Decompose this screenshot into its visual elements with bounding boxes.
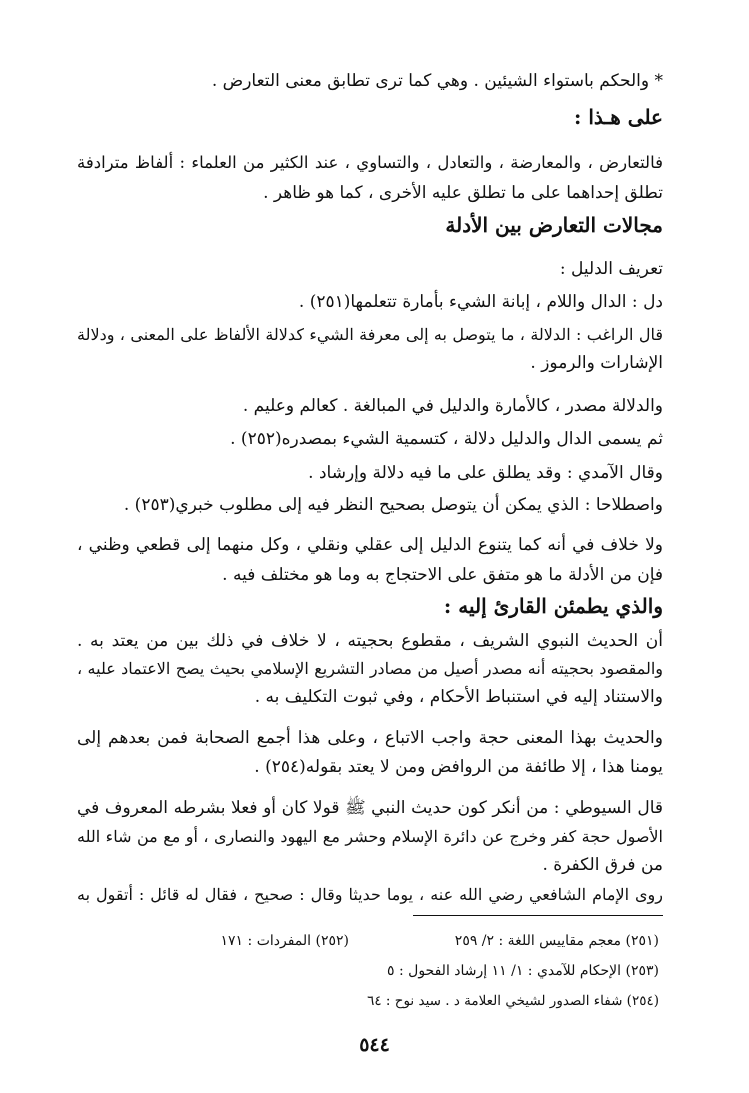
text-line: واصطلاحا : الذي يمكن أن يتوصل بصحيح النظر فيه إلى مطلوب خبري(٢٥٣) . bbox=[123, 495, 663, 515]
page-number: ٥٤٤ bbox=[359, 1034, 390, 1056]
text-line: من فرق الكفرة . bbox=[542, 855, 663, 875]
text-line: تطلق إحداهما على ما تطلق عليه الأخرى ، كما هو ظاهر . bbox=[263, 183, 663, 203]
text-line: روى الإمام الشافعي رضي الله عنه ، يوما حديثا وقال : صحيح ، فقال له قائل : أتقول به bbox=[77, 885, 663, 904]
section-heading: مجالات التعارض بين الأدلة bbox=[445, 213, 663, 237]
text-line: الإشارات والرموز . bbox=[530, 353, 663, 373]
text-line: الأصول حجة كفر وخرج عن دائرة الإسلام وحشر مع اليهود والنصارى ، أو مع من شاء الله bbox=[77, 827, 663, 846]
footnote: (٢٥٢) المفردات : ١٧١ bbox=[220, 933, 349, 949]
text-line: والحديث بهذا المعنى حجة واجب الاتباع ، وعلى هذا أجمع الصحابة فمن بعدهم إلى bbox=[77, 728, 663, 748]
text-line: قال الراغب : الدلالة ، ما يتوصل به إلى معرفة الشيء كدلالة الألفاظ على المعنى ، ودلالة bbox=[77, 325, 663, 344]
text-line: دل : الدال واللام ، إبانة الشيء بأمارة تتعلمها(٢٥١) . bbox=[298, 292, 663, 312]
text-line: * والحكم باستواء الشيئين . وهي كما ترى تطابق معنى التعارض . bbox=[211, 71, 663, 91]
footnote: (٢٥٤) شفاء الصدور لشيخي العلامة د . سيد نوح : ٦٤ bbox=[367, 993, 659, 1009]
text-line: يومنا هذا ، إلا طائفة من الروافض ومن لا يعتد بقوله(٢٥٤) . bbox=[254, 757, 663, 777]
text-line: فإن من الأدلة ما هو متفق على الاحتجاج به وما هو مختلف فيه . bbox=[222, 565, 663, 585]
text-line: والاستناد إليه في استنباط الأحكام ، وفي ثبوت التكليف به . bbox=[254, 687, 663, 707]
footnote: (٢٥٣) الإحكام للآمدي : ١/ ١١ إرشاد الفحول : ٥ bbox=[387, 963, 659, 979]
text-line: أن الحديث النبوي الشريف ، مقطوع بحجيته ، لا خلاف في ذلك بين من يعتد به . bbox=[77, 631, 663, 651]
section-heading: والذي يطمئن القارئ إليه : bbox=[443, 594, 663, 618]
text-line: قال السيوطي : من أنكر كون حديث النبي ﷺ قولا كان أو فعلا بشرطه المعروف في bbox=[77, 798, 663, 818]
text-line: والدلالة مصدر ، كالأمارة والدليل في المبالغة . كعالم وعليم . bbox=[242, 396, 663, 416]
footnote-separator bbox=[413, 915, 663, 916]
footnote: (٢٥١) معجم مقاييس اللغة : ٢/ ٢٥٩ bbox=[454, 933, 659, 949]
text-line: فالتعارض ، والمعارضة ، والتعادل ، والتساوي ، عند الكثير من العلماء : ألفاظ مترادفة bbox=[77, 153, 663, 172]
text-line: تعريف الدليل : bbox=[559, 259, 663, 279]
text-line: والمقصود بحجيته أنه مصدر أصيل من مصادر التشريع الإسلامي بحيث يصح الاعتماد عليه ، bbox=[77, 659, 663, 678]
text-line: ثم يسمى الدال والدليل دلالة ، كتسمية الشيء بمصدره(٢٥٢) . bbox=[230, 429, 663, 449]
section-heading: على هـذا : bbox=[574, 105, 663, 129]
text-line: ولا خلاف في أنه كما يتنوع الدليل إلى عقلي ونقلي ، وكل منهما إلى قطعي وظني ، bbox=[77, 535, 663, 555]
text-line: وقال الآمدي : وقد يطلق على ما فيه دلالة وإرشاد . bbox=[308, 463, 663, 483]
